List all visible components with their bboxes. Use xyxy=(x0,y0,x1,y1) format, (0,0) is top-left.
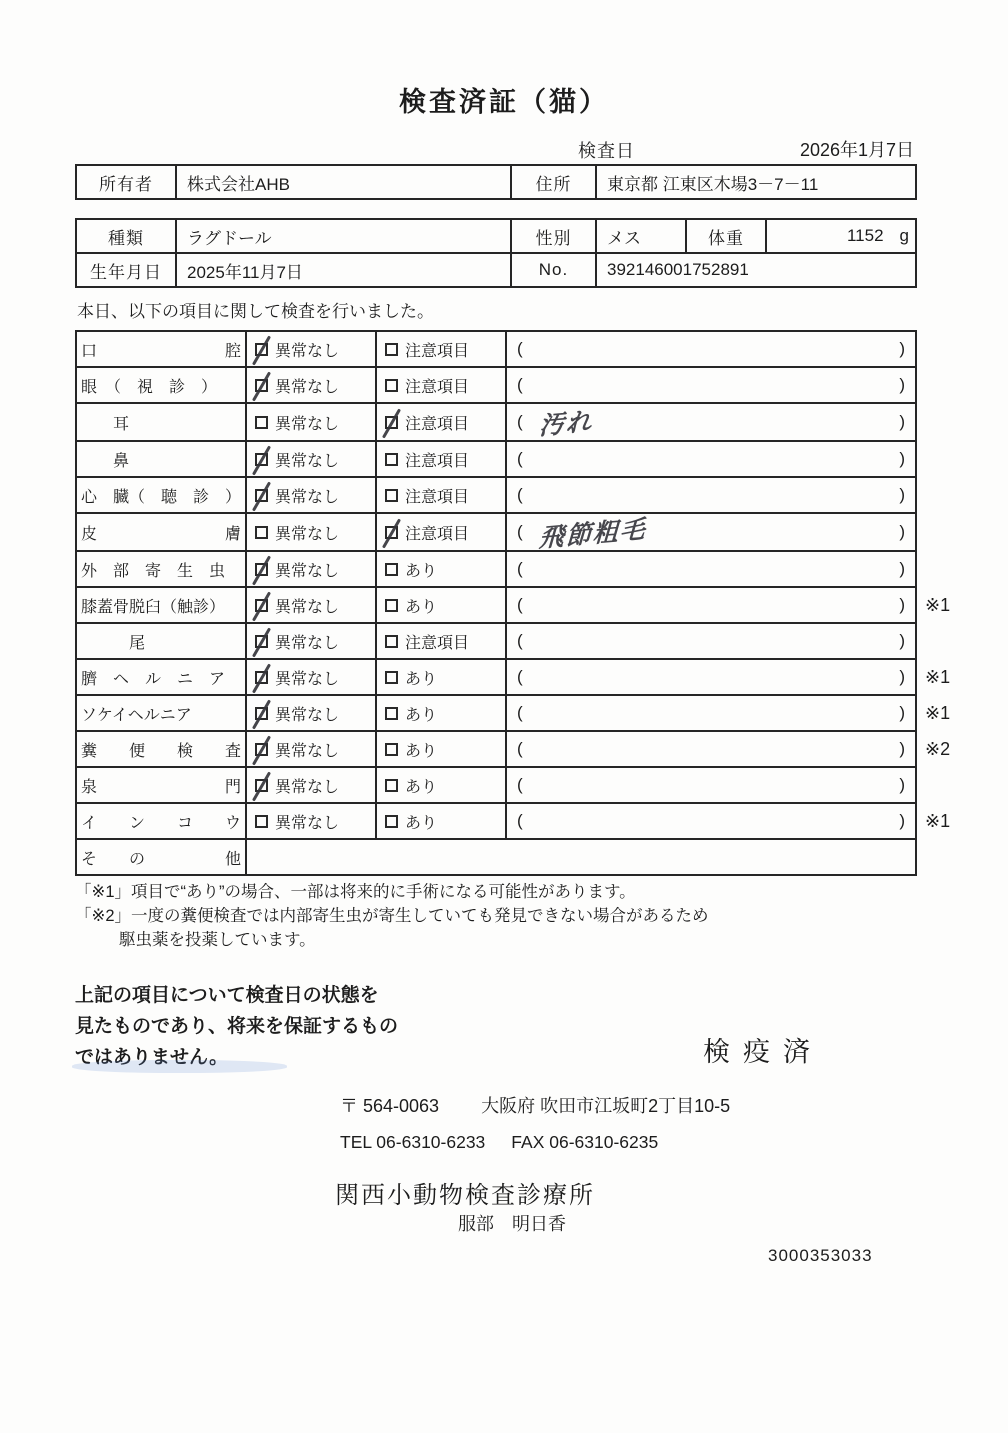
weight-cell xyxy=(766,219,916,253)
checklist-row xyxy=(76,403,974,441)
exam-item-label: 皮 膚 xyxy=(76,513,246,551)
handwritten-check-mark xyxy=(382,408,401,438)
option-label: 異常なし xyxy=(275,634,340,652)
exam-item-label: 口 腔 xyxy=(76,331,246,367)
paren-close-bracket: ) xyxy=(899,375,906,394)
footnotes xyxy=(75,880,709,952)
note-cell xyxy=(506,731,916,767)
checkbox-checked[interactable] xyxy=(255,707,268,720)
note-cell xyxy=(506,587,916,623)
option-cell xyxy=(376,731,506,767)
paren-close-bracket: ) xyxy=(899,485,906,504)
footnote-ref xyxy=(916,513,974,551)
footnote-ref xyxy=(916,367,974,403)
paren-close-bracket: ) xyxy=(899,339,906,358)
checkbox[interactable] xyxy=(385,343,398,356)
checkbox-checked[interactable] xyxy=(255,563,268,576)
handwritten-check-mark xyxy=(252,445,271,475)
option-label: 異常なし xyxy=(275,562,340,580)
checklist-row xyxy=(76,803,974,839)
inspection-date-value: 2026年1月7日 xyxy=(800,140,915,160)
paren-open-bracket: ( xyxy=(517,811,523,830)
paren-close-bracket: ) xyxy=(899,775,906,794)
note-cell xyxy=(506,803,916,839)
note-cell xyxy=(506,331,916,367)
note-cell xyxy=(506,551,916,587)
option-cell xyxy=(376,513,506,551)
note-cell xyxy=(506,441,916,477)
option-cell xyxy=(246,623,376,659)
exam-item-label: 糞 便 検 査 xyxy=(76,731,246,767)
disclaimer-line: ではありません。 xyxy=(75,1047,229,1068)
checkbox[interactable] xyxy=(385,707,398,720)
footnote-line: 駆虫薬を投薬しています。 xyxy=(119,931,316,949)
paren-close-bracket: ) xyxy=(899,667,906,686)
footnote-ref xyxy=(916,403,974,441)
option-cell xyxy=(376,331,506,367)
disclaimer-line: 上記の項目について検査日の状態を xyxy=(75,985,379,1006)
exam-item-label: 尾 xyxy=(76,623,246,659)
checkbox-checked[interactable] xyxy=(255,671,268,684)
footnote-line: 「※2」一度の糞便検査では内部寄生虫が寄生していても発見できない場合があるため xyxy=(75,907,709,925)
intro-text: 本日、以下の項目に関して検査を行いました。 xyxy=(77,302,434,321)
disclaimer-text xyxy=(75,980,398,1073)
inspection-date-label: 検査日 xyxy=(578,141,635,161)
footnote-ref xyxy=(916,331,974,367)
sex-value: メス xyxy=(596,219,686,253)
checkbox[interactable] xyxy=(385,453,398,466)
paren-close-bracket: ) xyxy=(899,412,906,431)
checklist-row xyxy=(76,441,974,477)
option-label: 異常なし xyxy=(275,742,340,760)
option-cell xyxy=(246,403,376,441)
option-label: 注意項目 xyxy=(405,342,470,360)
note-cell xyxy=(506,403,916,441)
note-cell xyxy=(506,513,916,551)
checkbox-checked[interactable] xyxy=(255,343,268,356)
address-value: 東京都 江東区木場3－7－11 xyxy=(596,165,916,199)
option-label: あり xyxy=(405,814,438,832)
disclaimer-line: 見たものであり、将来を保証するもの xyxy=(75,1016,399,1037)
option-label: 異常なし xyxy=(275,378,340,396)
checkbox[interactable] xyxy=(385,563,398,576)
paren-close-bracket: ) xyxy=(899,811,906,830)
checkbox-checked[interactable] xyxy=(255,599,268,612)
option-cell xyxy=(246,695,376,731)
checklist-row xyxy=(76,513,974,551)
exam-item-label: イ ン コ ウ xyxy=(76,803,246,839)
clinic-tel: TEL 06-6310-6233 xyxy=(340,1132,486,1152)
exam-item-label: 外 部 寄 生 虫 xyxy=(76,551,246,587)
no-label: No. xyxy=(511,253,596,287)
option-label: 異常なし xyxy=(275,814,340,832)
checklist-row xyxy=(76,477,974,513)
paren-open-bracket: ( xyxy=(517,412,523,431)
option-label: 異常なし xyxy=(275,488,340,506)
paren-close-bracket: ) xyxy=(899,739,906,758)
other-empty-cell xyxy=(246,839,916,875)
checklist-row xyxy=(76,767,974,803)
option-cell xyxy=(376,551,506,587)
paren-open-bracket: ( xyxy=(517,739,523,758)
checkbox[interactable] xyxy=(255,526,268,539)
option-cell xyxy=(246,731,376,767)
handwritten-check-mark xyxy=(252,591,271,621)
checklist-table xyxy=(75,330,975,876)
option-cell xyxy=(246,477,376,513)
footnote-ref xyxy=(916,767,974,803)
paren-open-bracket: ( xyxy=(517,595,523,614)
document-code: 3000353033 xyxy=(768,1246,873,1265)
paren-close-bracket: ) xyxy=(899,559,906,578)
checkbox[interactable] xyxy=(385,779,398,792)
exam-item-label: そ の 他 xyxy=(76,839,246,875)
checkbox[interactable] xyxy=(385,671,398,684)
paren-open-bracket: ( xyxy=(517,375,523,394)
option-label: 異常なし xyxy=(275,778,340,796)
checklist-row xyxy=(76,731,974,767)
option-label: あり xyxy=(405,670,438,688)
owner-table xyxy=(75,164,917,200)
address-label: 住所 xyxy=(511,165,596,199)
checklist-row xyxy=(76,551,974,587)
footnote-ref xyxy=(916,441,974,477)
paren-open-bracket: ( xyxy=(517,339,523,358)
paren-open-bracket: ( xyxy=(517,449,523,468)
footnote-line: 「※1」項目で“あり”の場合、一部は将来的に手術になる可能性があります。 xyxy=(75,883,636,901)
checklist-row xyxy=(76,695,974,731)
option-cell xyxy=(246,441,376,477)
option-cell xyxy=(246,551,376,587)
option-cell xyxy=(376,367,506,403)
option-cell xyxy=(376,403,506,441)
note-cell xyxy=(506,659,916,695)
paren-open-bracket: ( xyxy=(517,485,523,504)
paren-close-bracket: ) xyxy=(899,522,906,541)
footnote-ref xyxy=(916,623,974,659)
breed-value: ラグドール xyxy=(176,219,511,253)
weight-value: 1152 xyxy=(846,226,884,245)
note-cell xyxy=(506,695,916,731)
exam-item-label: 鼻 xyxy=(76,441,246,477)
clinic-fax: FAX 06-6310-6235 xyxy=(511,1132,659,1152)
checkbox-checked[interactable] xyxy=(255,635,268,648)
scan-smudge xyxy=(72,1060,287,1073)
exam-item-label: 泉 門 xyxy=(76,767,246,803)
option-label: あり xyxy=(405,562,438,580)
exam-item-label: 心 臓（ 聴 診 ） xyxy=(76,477,246,513)
postal-code: 〒 564-0063 xyxy=(340,1096,440,1116)
handwritten-check-mark xyxy=(382,518,401,548)
option-cell xyxy=(376,623,506,659)
option-cell xyxy=(376,695,506,731)
birthdate-row xyxy=(76,253,916,287)
exam-item-label: 耳 xyxy=(76,403,246,441)
checkbox-checked[interactable] xyxy=(255,379,268,392)
clinic-name: 関西小動物検査診療所 xyxy=(335,1182,595,1209)
note-cell xyxy=(506,623,916,659)
paren-open-bracket: ( xyxy=(517,631,523,650)
footnote-ref: ※1 xyxy=(925,702,951,723)
footnote-ref xyxy=(916,477,974,513)
checklist-row xyxy=(76,367,974,403)
checklist-row xyxy=(76,623,974,659)
exam-item-label: 臍 ヘ ル ニ ア xyxy=(76,659,246,695)
page-title: 検査済証（猫） xyxy=(399,87,609,117)
breed-label: 種類 xyxy=(76,219,176,253)
owner-row xyxy=(76,165,916,199)
handwritten-check-mark xyxy=(252,735,271,765)
footnote-ref xyxy=(916,551,974,587)
option-label: 注意項目 xyxy=(405,488,470,506)
footnote-ref: ※1 xyxy=(925,810,951,831)
handwritten-note: 飛節粗毛 xyxy=(538,514,648,553)
option-label: 注意項目 xyxy=(405,634,470,652)
checklist-row xyxy=(76,839,974,875)
option-label: 異常なし xyxy=(275,342,340,360)
option-label: 注意項目 xyxy=(405,452,470,470)
option-cell xyxy=(246,513,376,551)
note-cell xyxy=(506,477,916,513)
paren-close-bracket: ) xyxy=(899,631,906,650)
checkbox[interactable] xyxy=(255,416,268,429)
option-cell xyxy=(376,441,506,477)
checklist-row xyxy=(76,659,974,695)
option-label: 注意項目 xyxy=(405,378,470,396)
handwritten-check-mark xyxy=(252,335,271,365)
checkbox[interactable] xyxy=(255,815,268,828)
option-label: 注意項目 xyxy=(405,415,470,433)
checkbox[interactable] xyxy=(385,599,398,612)
footnote-ref: ※1 xyxy=(925,666,951,687)
pet-table xyxy=(75,218,917,288)
handwritten-check-mark xyxy=(252,771,271,801)
option-label: あり xyxy=(405,778,438,796)
checkbox-checked[interactable] xyxy=(385,416,398,429)
weight-unit: g xyxy=(899,226,909,245)
handwritten-check-mark xyxy=(252,555,271,585)
checkbox-checked[interactable] xyxy=(255,453,268,466)
clinic-postal-line xyxy=(340,1092,730,1118)
footnote-ref xyxy=(916,839,974,875)
paren-open-bracket: ( xyxy=(517,775,523,794)
option-label: 異常なし xyxy=(275,706,340,724)
weight-label: 体重 xyxy=(686,219,766,253)
checkbox[interactable] xyxy=(385,815,398,828)
paren-close-bracket: ) xyxy=(899,595,906,614)
sex-label: 性別 xyxy=(511,219,596,253)
option-label: 異常なし xyxy=(275,670,340,688)
handwritten-check-mark xyxy=(252,627,271,657)
option-label: 異常なし xyxy=(275,415,340,433)
checkbox[interactable] xyxy=(385,379,398,392)
option-cell xyxy=(376,587,506,623)
checkbox[interactable] xyxy=(385,635,398,648)
footnote-ref: ※2 xyxy=(925,738,951,759)
checklist-body xyxy=(76,331,974,875)
checkbox[interactable] xyxy=(385,743,398,756)
paren-open-bracket: ( xyxy=(517,703,523,722)
option-label: 異常なし xyxy=(275,598,340,616)
checkbox-checked[interactable] xyxy=(255,743,268,756)
checklist-row xyxy=(76,331,974,367)
footnote-ref: ※1 xyxy=(925,594,951,615)
clinic-address: 大阪府 吹田市江坂町2丁目10-5 xyxy=(481,1096,731,1116)
checkbox-checked[interactable] xyxy=(385,526,398,539)
option-cell xyxy=(246,659,376,695)
checkbox-checked[interactable] xyxy=(255,489,268,502)
option-cell xyxy=(246,331,376,367)
quarantine-stamp-text: 検疫済 xyxy=(703,1037,823,1067)
option-cell xyxy=(246,767,376,803)
handwritten-check-mark xyxy=(252,371,271,401)
veterinarian-name: 服部 明日香 xyxy=(458,1214,566,1234)
note-cell xyxy=(506,367,916,403)
option-cell xyxy=(376,803,506,839)
exam-item-label: ソケイヘルニア xyxy=(76,695,246,731)
paren-open-bracket: ( xyxy=(517,559,523,578)
checkbox[interactable] xyxy=(385,489,398,502)
handwritten-check-mark xyxy=(252,481,271,511)
handwritten-check-mark xyxy=(252,663,271,693)
note-cell xyxy=(506,767,916,803)
option-cell xyxy=(246,803,376,839)
birthdate-label: 生年月日 xyxy=(76,253,176,287)
handwritten-note: 汚れ xyxy=(537,406,594,441)
clinic-tel-line xyxy=(340,1132,658,1153)
handwritten-check-mark xyxy=(252,699,271,729)
option-label: あり xyxy=(405,742,438,760)
exam-item-label: 眼 （ 視 診 ） xyxy=(76,367,246,403)
option-cell xyxy=(376,477,506,513)
option-cell xyxy=(246,587,376,623)
paren-open-bracket: ( xyxy=(517,667,523,686)
option-label: あり xyxy=(405,706,438,724)
paren-close-bracket: ) xyxy=(899,703,906,722)
checklist-row xyxy=(76,587,974,623)
option-label: 異常なし xyxy=(275,525,340,543)
checkbox-checked[interactable] xyxy=(255,779,268,792)
option-cell xyxy=(246,367,376,403)
birthdate-value: 2025年11月7日 xyxy=(176,253,511,287)
breed-row xyxy=(76,219,916,253)
exam-item-label: 膝蓋骨脱臼（触診） xyxy=(76,587,246,623)
option-cell xyxy=(376,767,506,803)
option-label: 注意項目 xyxy=(405,525,470,543)
owner-label: 所有者 xyxy=(76,165,176,199)
option-label: 異常なし xyxy=(275,452,340,470)
option-label: あり xyxy=(405,598,438,616)
option-cell xyxy=(376,659,506,695)
paren-open-bracket: ( xyxy=(517,522,523,541)
paren-close-bracket: ) xyxy=(899,449,906,468)
microchip-number: 392146001752891 xyxy=(596,253,916,287)
owner-value: 株式会社АHB xyxy=(176,165,511,199)
